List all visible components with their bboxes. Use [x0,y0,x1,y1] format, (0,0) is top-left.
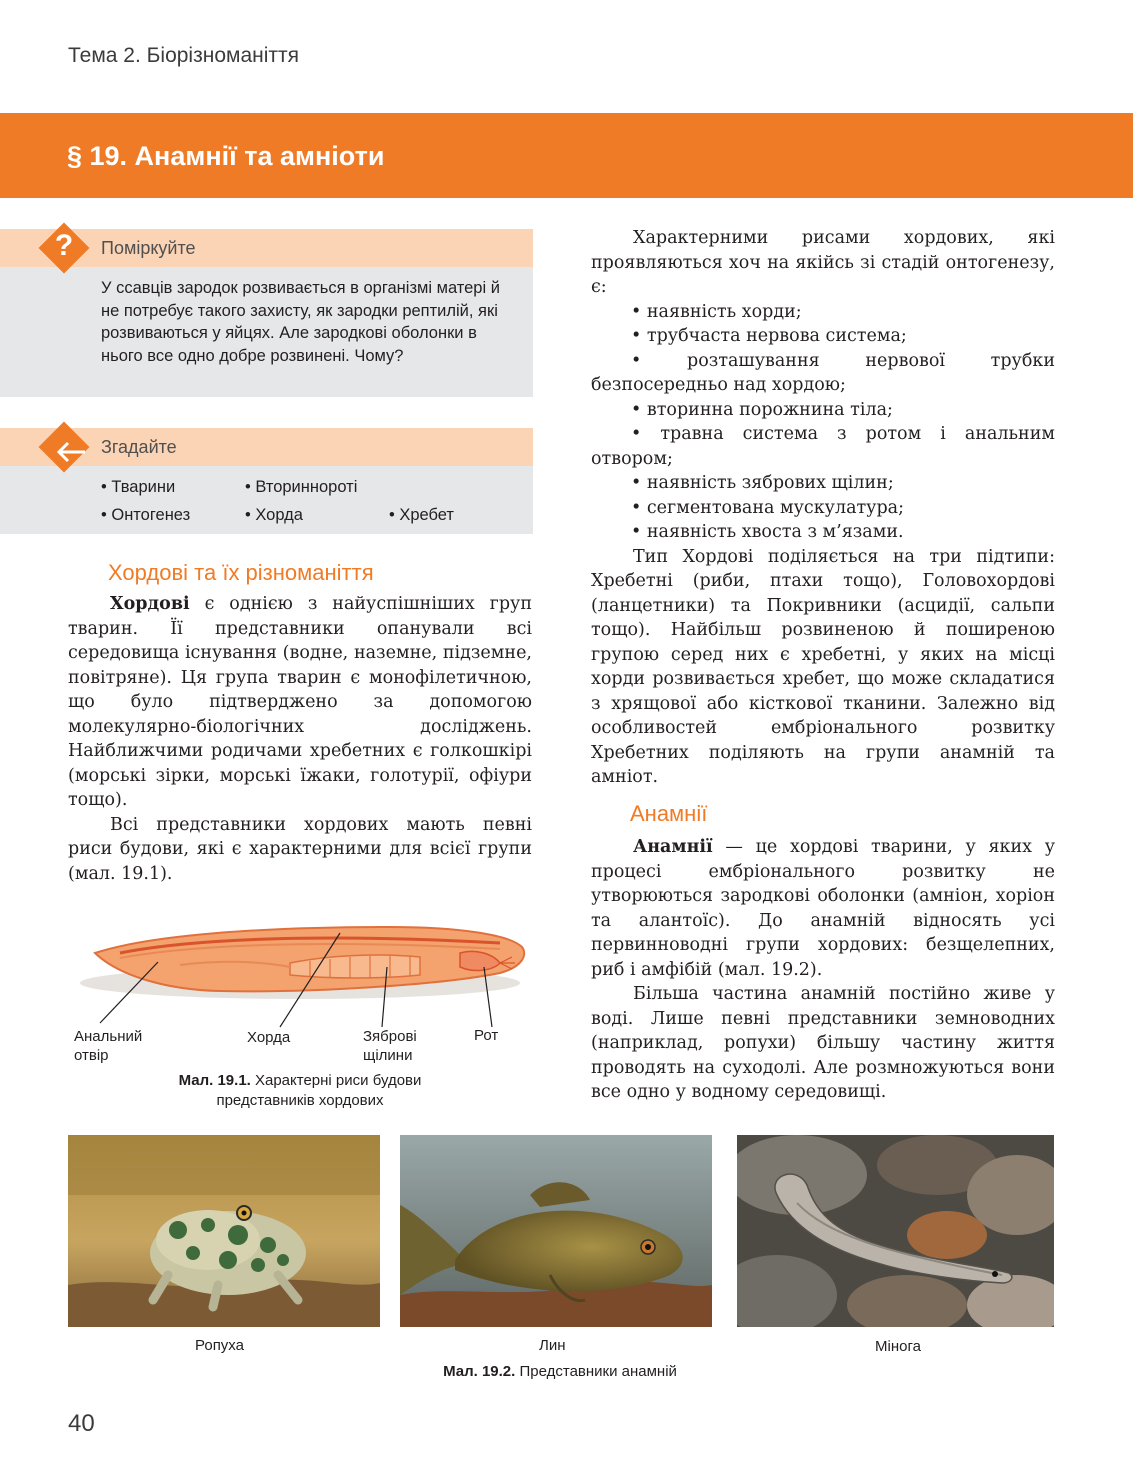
keyword: • Хорда [245,506,303,524]
label-anal-opening: Анальний отвір [74,1028,143,1064]
keyword: • Хребет [389,506,454,524]
paragraph: Всі представники хордових мають певні риси будови, які є характерними для всієї групи (мал. 19.1). [68,814,532,884]
running-head: Тема 2. Біорізноманіття [68,44,299,67]
paragraph: Тип Хордові поділяється на три підтипи: Хребетні (риби, птахи тощо), Головохордові (ланцетники) та Покривники (асцидії, сальпи тощо). Найбільш розвиненою й поширеною групою серед них є хребетні, у яких на місці хорди розвивається хребет, що може складатися з хрящової або кісткової тканини. Залежно від особливостей ембріонального розвитку Хребетних поділяють на групи анамній та амніот. [591,546,1055,787]
lancelet-illustration [60,905,540,1035]
think-box-title: Поміркуйте [101,238,196,258]
think-box-text: У ссавців зародок розвивається в організмі матері й не потребує такого захисту, як зародки рептилій, які розвиваються у яйцях. Але зародкові оболонки в нього все одно добре розвинені. Чому? [101,279,500,365]
figure-19-2-caption: Мал. 19.2. Представники анамній [443,1363,677,1380]
paragraph: Анамнії — це хордові тварини, у яких у процесі ембріонального розвитку не утворюються зародкові оболонки (амніон, хоріон та алантоїс). До анамній відносять усі первинноводні групи хордових: безщелепних, риб і амфібій (мал. 19.2). [591,837,1055,980]
list-item: • сегментована мускулатура; [631,497,905,518]
section-heading-chordates: Хордові та їх різноманіття [108,560,374,585]
label-chord: Хорда [247,1029,291,1046]
photo-caption-tench: Лин [539,1337,566,1354]
paragraph: Більша частина анамній постійно живе у воді. Лише певні представники земноводних (наприклад, ропухи) більшу частину життя проводять на суходолі. Але розмножуються вони все одно у водному середовищі. [591,984,1055,1102]
list-item: • вторинна порожнина тіла; [631,399,893,420]
term-chordates: Хордові [110,594,190,614]
page-title: § 19. Анамнії та амніоти [67,141,385,171]
features-list [591,300,1055,545]
toad-photo [68,1135,380,1327]
keyword: • Онтогенез [101,506,191,524]
arrow-left-icon [50,433,94,471]
photo-caption-toad: Ропуха [195,1337,244,1354]
paragraph: Характерними рисами хордових, які проявляються хоч на якійсь зі стадій онтогенезу, є: [591,228,1055,297]
right-column-text [591,226,1055,790]
question-mark-icon: ? [54,229,74,262]
tench-photo [400,1135,712,1327]
keyword: • Тварини [101,478,176,496]
section-heading-anamnia: Анамнії [630,801,708,826]
list-item: • травна система з ротом і анальним отвором; [591,424,1055,469]
recall-box-title: Згадайте [101,437,177,457]
list-item: • наявність зябрових щілин; [631,473,894,493]
photo-caption-lamprey: Мінога [875,1338,921,1355]
paragraph: Хордові є однією з найуспішніших груп тварин. Її представники опанували всі середовища існування (водне, наземне, підземне, повітряне). Ця група тварин є монофілетичною, що було підтверджено за допомогою молекулярно-біологічних досліджень. Найближчими родичами хребетних є голкошкірі (морські зірки, морські їжаки, голотурії, офіури тощо). [68,594,532,810]
left-column-text [68,592,532,886]
list-item: • розташування нервової трубки безпосередньо над хордою; [591,350,1055,395]
page-number: 40 [68,1410,95,1437]
keyword: • Вториннороті [245,478,358,496]
figure-19-1-caption: Мал. 19.1. Характерні риси будови представників хордових [178,1072,422,1109]
label-mouth: Рот [474,1027,499,1044]
list-item: • наявність хорди; [631,301,802,322]
lamprey-photo [737,1135,1054,1327]
list-item: • наявність хвоста з м’язами. [631,522,904,542]
anamnia-text [591,835,1055,1105]
term-anamnia: Анамнії [633,837,713,857]
label-gill-slits: Зяброві щілини [363,1028,417,1064]
list-item: • трубчаста нервова система; [631,326,907,346]
